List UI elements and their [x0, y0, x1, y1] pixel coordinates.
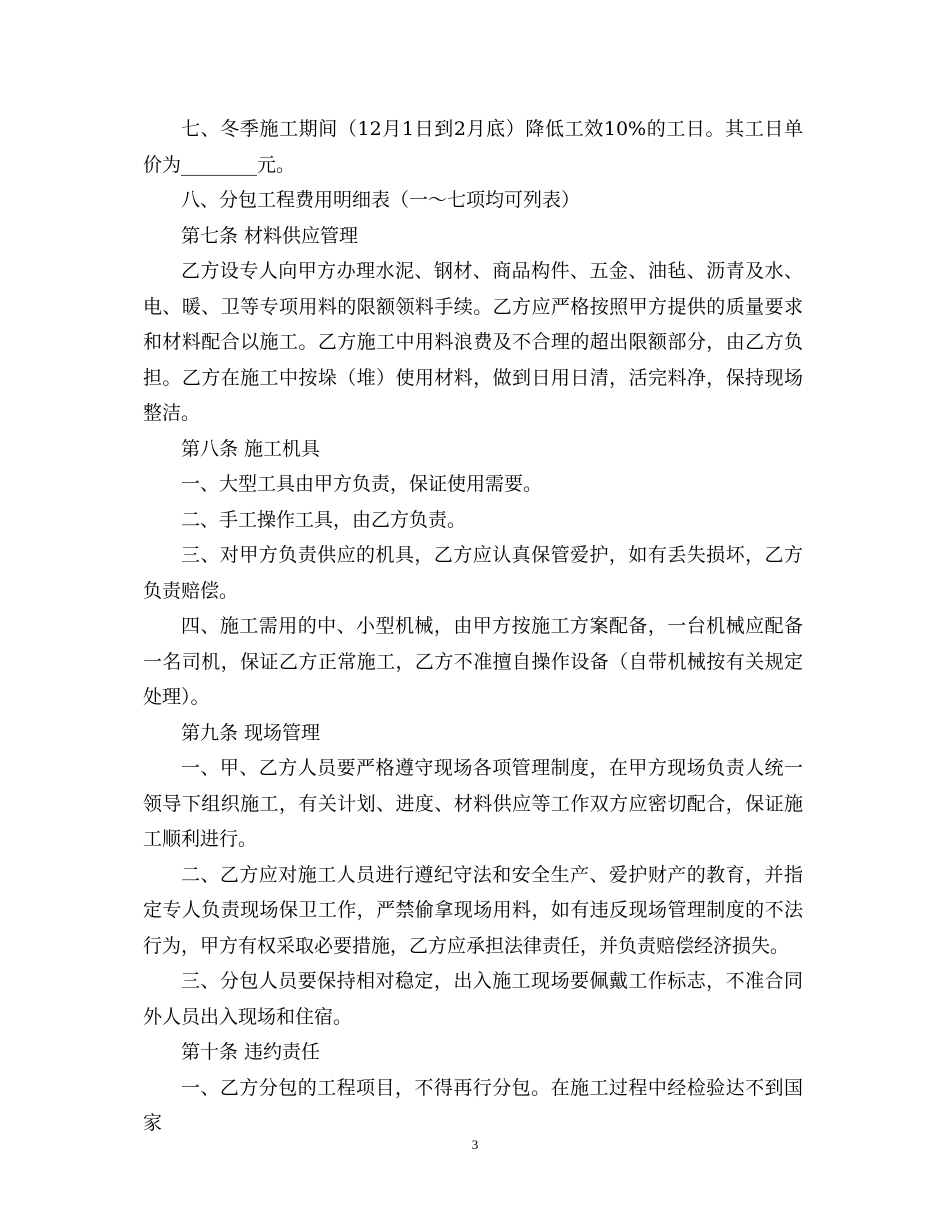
- heading-article-7: 第七条 材料供应管理: [181, 224, 359, 247]
- heading-article-9: 第九条 现场管理: [181, 721, 321, 744]
- paragraph-hand-tools: 二、手工操作工具，由乙方负责。: [181, 508, 467, 531]
- paragraph-machinery: 四、施工需用的中、小型机械，由甲方按施工方案配备，一台机械应配备一名司机，保证乙方正常施工，乙方不准擅自操作设备（自带机械按有关规定处理）。: [143, 615, 803, 708]
- paragraph-staff-stability: 三、分包人员要保持相对稳定，出入施工现场要佩戴工作标志，不准合同外人员出入现场和住宿。: [143, 970, 803, 1028]
- paragraph-winter-construction: 七、冬季施工期间（12月1日到2月底）降低工效10%的工日。其工日单价为________元。: [143, 118, 803, 176]
- heading-article-8: 第八条 施工机具: [181, 437, 321, 460]
- page-number: 3: [471, 1137, 479, 1152]
- paragraph-site-rules: 一、甲、乙方人员要严格遵守现场各项管理制度，在甲方现场负责人统一领导下组织施工，有关计划、进度、材料供应等工作双方应密切配合，保证施工顺利进行。: [143, 757, 803, 850]
- paragraph-large-tools: 一、大型工具由甲方负责，保证使用需要。: [181, 473, 543, 495]
- paragraph-material-supply: 乙方设专人向甲方办理水泥、钢材、商品构件、五金、油毡、沥青及水、电、暖、卫等专项用料的限额领料手续。乙方应严格按照甲方提供的质量要求和材料配合以施工。乙方施工中用料浪费及不合理的超出限额部分，由乙方负担。乙方在施工中按垛（堆）使用材料，做到日用日清，活完料净，保持现场整洁。: [143, 260, 803, 424]
- paragraph-safety-education: 二、乙方应对施工人员进行遵纪守法和安全生产、爱护财产的教育，并指定专人负责现场保卫工作，严禁偷拿现场用料，如有违反现场管理制度的不法行为，甲方有权采取必要措施，乙方应承担法律责任，并负责赔偿经济损失。: [143, 863, 803, 957]
- document-body: [143, 112, 803, 1142]
- paragraph-cost-breakdown: 八、分包工程费用明细表（一～七项均可列表）: [181, 189, 581, 211]
- paragraph-no-subcontracting: 一、乙方分包的工程项目，不得再行分包。在施工过程中经检验达不到国家: [143, 1076, 803, 1134]
- heading-article-10: 第十条 违约责任: [181, 1041, 321, 1063]
- paragraph-equipment-care: 三、对甲方负责供应的机具，乙方应认真保管爱护，如有丢失损坏，乙方负责赔偿。: [143, 544, 803, 602]
